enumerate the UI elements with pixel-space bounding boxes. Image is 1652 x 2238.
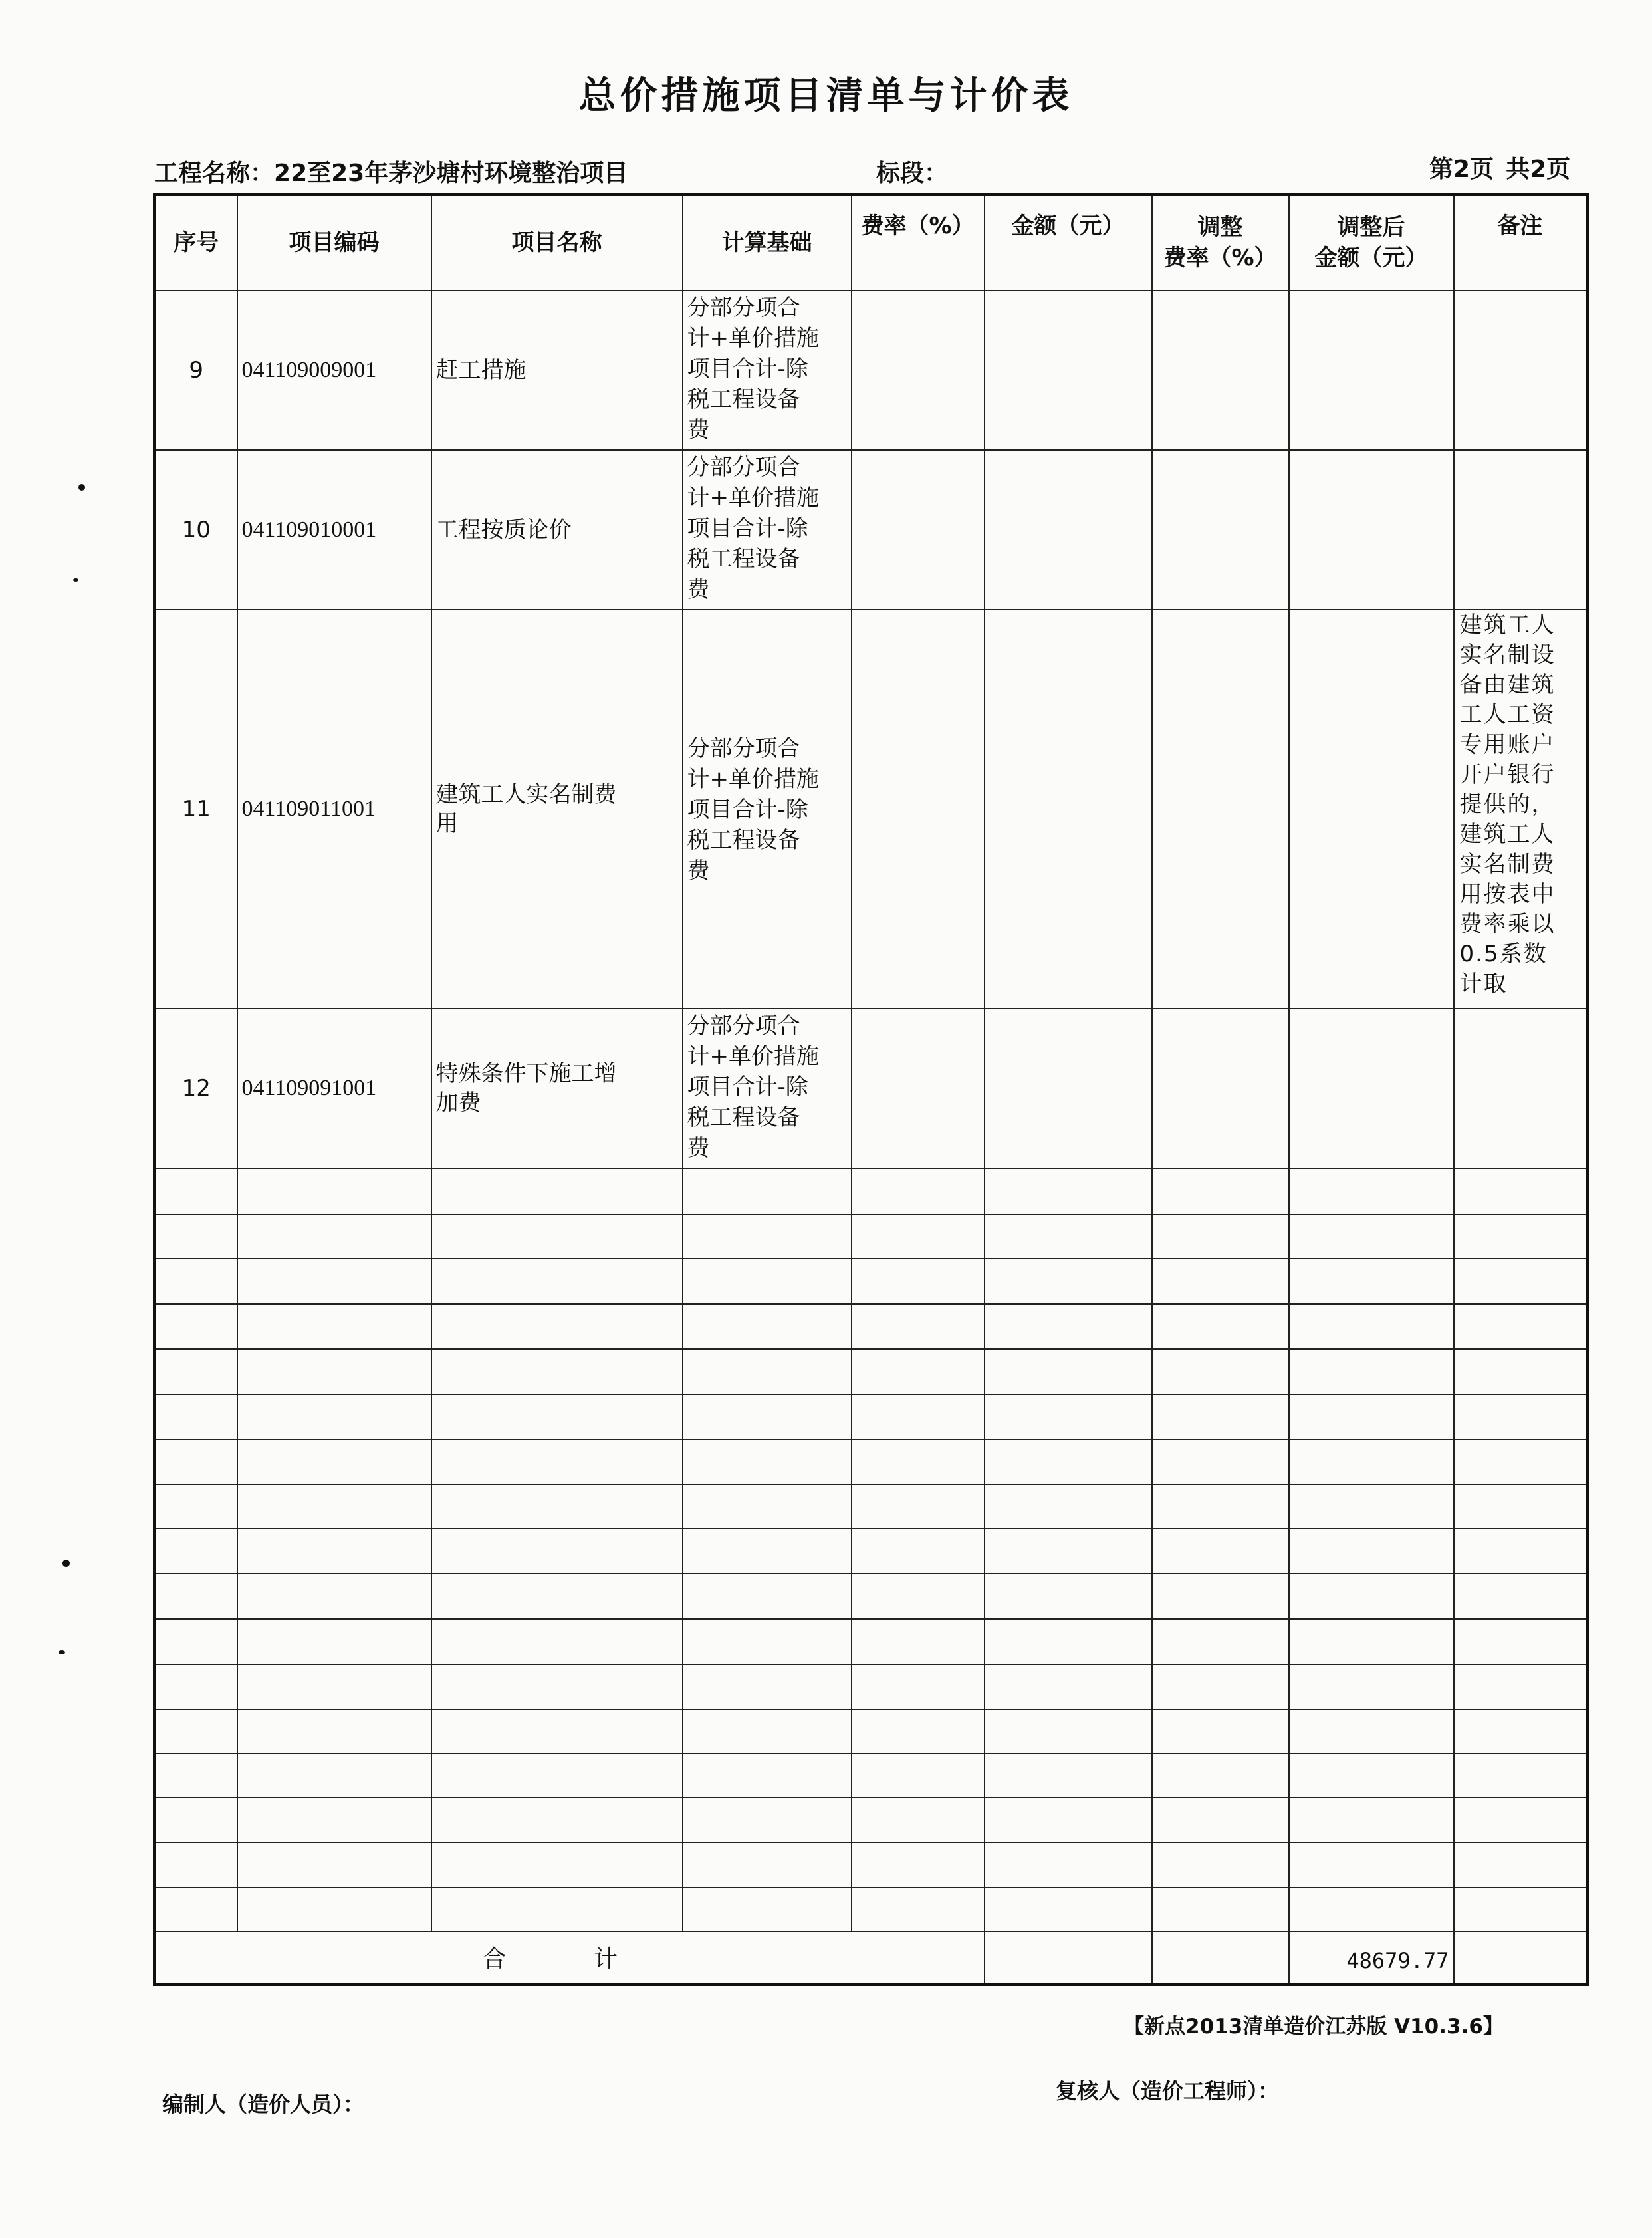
empty-cell xyxy=(985,1215,1152,1259)
empty-cell xyxy=(1289,1168,1454,1215)
page-current: 第2页 xyxy=(1429,156,1494,183)
empty-cell xyxy=(1289,1349,1454,1394)
empty-cell xyxy=(1289,1394,1454,1439)
base-line: 费 xyxy=(687,576,710,603)
empty-cell xyxy=(683,1709,852,1753)
cell-adj-amount xyxy=(1289,1009,1454,1168)
empty-cell xyxy=(852,1485,985,1529)
base-line: 分部分项合 xyxy=(687,735,800,762)
empty-cell xyxy=(852,1753,985,1797)
header-adj-amount xyxy=(1289,195,1454,291)
empty-row xyxy=(155,1619,1588,1664)
scan-speck xyxy=(59,1650,65,1654)
base-line: 项目合计-除 xyxy=(687,796,808,823)
empty-cell xyxy=(985,1394,1152,1439)
name-line: 特殊条件下施工增 xyxy=(435,1060,617,1087)
empty-cell xyxy=(683,1529,852,1574)
empty-cell xyxy=(431,1439,683,1485)
empty-cell xyxy=(431,1753,683,1797)
empty-cell xyxy=(1152,1485,1289,1529)
empty-cell xyxy=(1289,1842,1454,1888)
cell-seq: 12 xyxy=(155,1009,237,1168)
empty-cell xyxy=(683,1664,852,1709)
empty-cell xyxy=(985,1168,1152,1215)
header-adj-rate-line1: 调整 xyxy=(1197,214,1243,241)
empty-cell xyxy=(155,1842,237,1888)
note-line: 提供的， xyxy=(1459,791,1556,818)
empty-cell xyxy=(155,1797,237,1842)
empty-cell xyxy=(985,1709,1152,1753)
empty-cell xyxy=(1152,1168,1289,1215)
cell-adj-rate xyxy=(1152,610,1289,1009)
empty-cell xyxy=(237,1842,431,1888)
empty-cell xyxy=(155,1168,237,1215)
empty-cell xyxy=(985,1619,1152,1664)
empty-cell xyxy=(1289,1574,1454,1619)
header-amount: 金额（元） xyxy=(985,195,1152,291)
empty-cell xyxy=(985,1439,1152,1485)
cell-code: 041109011001 xyxy=(237,610,431,1009)
empty-cell xyxy=(852,1349,985,1394)
empty-cell xyxy=(852,1439,985,1485)
compiler-signature: 编制人（造价人员）： xyxy=(162,2092,365,2117)
note-line: 费率乘以 xyxy=(1459,910,1556,937)
empty-cell xyxy=(155,1753,237,1797)
empty-cell xyxy=(1152,1529,1289,1574)
empty-cell xyxy=(852,1259,985,1304)
project-label: 工程名称： xyxy=(154,160,275,187)
empty-cell xyxy=(431,1574,683,1619)
empty-cell xyxy=(852,1574,985,1619)
note-line: 建筑工人 xyxy=(1459,611,1556,638)
total-note xyxy=(1454,1931,1588,1985)
empty-cell xyxy=(155,1304,237,1349)
empty-row xyxy=(155,1709,1588,1753)
empty-cell xyxy=(985,1529,1152,1574)
empty-cell xyxy=(1454,1394,1588,1439)
base-line: 费 xyxy=(687,416,710,443)
empty-cell xyxy=(237,1619,431,1664)
empty-cell xyxy=(431,1485,683,1529)
cell-name xyxy=(431,610,683,1009)
cell-seq: 9 xyxy=(155,291,237,450)
empty-cell xyxy=(431,1709,683,1753)
base-line: 计+单价措施 xyxy=(687,765,819,793)
empty-cell xyxy=(237,1394,431,1439)
empty-cell xyxy=(985,1304,1152,1349)
empty-row xyxy=(155,1259,1588,1304)
note-line: 实名制费 xyxy=(1459,850,1556,878)
section-info xyxy=(876,154,948,188)
empty-cell xyxy=(1454,1619,1588,1664)
empty-row xyxy=(155,1529,1588,1574)
empty-cell xyxy=(237,1529,431,1574)
empty-cell xyxy=(852,1215,985,1259)
empty-cell xyxy=(852,1797,985,1842)
empty-row xyxy=(155,1842,1588,1888)
empty-cell xyxy=(1152,1349,1289,1394)
empty-cell xyxy=(237,1439,431,1485)
base-line: 计+单价措施 xyxy=(687,1043,819,1070)
note-line: 计取 xyxy=(1459,970,1508,997)
total-row xyxy=(155,1931,1588,1985)
empty-cell xyxy=(852,1619,985,1664)
empty-cell xyxy=(683,1619,852,1664)
project-name xyxy=(154,154,628,188)
base-line: 税工程设备 xyxy=(687,1104,800,1131)
note-line: 0.5系数 xyxy=(1459,940,1548,967)
empty-cell xyxy=(237,1574,431,1619)
empty-cell xyxy=(683,1349,852,1394)
empty-cell xyxy=(1454,1753,1588,1797)
empty-row xyxy=(155,1349,1588,1394)
header-adj-amount-line2: 金额（元） xyxy=(1314,245,1428,272)
empty-cell xyxy=(1289,1215,1454,1259)
scan-speck xyxy=(73,578,78,582)
empty-cell xyxy=(852,1168,985,1215)
empty-cell xyxy=(155,1349,237,1394)
empty-cell xyxy=(431,1664,683,1709)
page-total: 共2页 xyxy=(1506,156,1571,183)
empty-cell xyxy=(1152,1304,1289,1349)
total-amount xyxy=(985,1931,1152,1985)
base-line: 税工程设备 xyxy=(687,826,800,854)
base-line: 分部分项合 xyxy=(687,453,800,481)
empty-cell xyxy=(237,1753,431,1797)
project-value: 22至23年茅沙塘村环境整治项目 xyxy=(274,160,628,187)
empty-cell xyxy=(1454,1215,1588,1259)
page-indicator xyxy=(1429,150,1570,184)
total-adj-amount: 48679.77 xyxy=(1289,1931,1454,1985)
empty-cell xyxy=(1152,1574,1289,1619)
empty-cell xyxy=(1454,1664,1588,1709)
cell-amount xyxy=(985,450,1152,610)
empty-cell xyxy=(683,1753,852,1797)
empty-cell xyxy=(1152,1664,1289,1709)
cell-code: 041109009001 xyxy=(237,291,431,450)
empty-cell xyxy=(1454,1574,1588,1619)
empty-cell xyxy=(237,1215,431,1259)
cell-base xyxy=(683,610,852,1009)
table-header-row xyxy=(155,195,1588,291)
cell-rate xyxy=(852,610,985,1009)
empty-cell xyxy=(431,1842,683,1888)
cell-note xyxy=(1454,1009,1588,1168)
cell-adj-amount xyxy=(1289,450,1454,610)
cell-adj-rate xyxy=(1152,1009,1289,1168)
empty-cell xyxy=(852,1842,985,1888)
empty-cell xyxy=(1152,1215,1289,1259)
header-adj-rate-line2: 费率（%） xyxy=(1163,245,1277,272)
empty-cell xyxy=(1454,1888,1588,1931)
empty-row xyxy=(155,1797,1588,1842)
empty-cell xyxy=(683,1304,852,1349)
empty-cell xyxy=(1289,1619,1454,1664)
empty-row xyxy=(155,1753,1588,1797)
base-line: 费 xyxy=(687,857,710,884)
empty-cell xyxy=(985,1797,1152,1842)
empty-cell xyxy=(985,1842,1152,1888)
empty-cell xyxy=(431,1349,683,1394)
empty-cell xyxy=(1152,1888,1289,1931)
empty-cell xyxy=(1152,1709,1289,1753)
header-name: 项目名称 xyxy=(431,195,683,291)
base-line: 分部分项合 xyxy=(687,1012,800,1039)
cell-seq: 11 xyxy=(155,610,237,1009)
empty-cell xyxy=(683,1797,852,1842)
name-line: 用 xyxy=(435,810,459,837)
empty-cell xyxy=(985,1888,1152,1931)
empty-cell xyxy=(1152,1842,1289,1888)
note-line: 建筑工人 xyxy=(1459,820,1556,848)
cell-amount xyxy=(985,291,1152,450)
cell-note xyxy=(1454,610,1588,1009)
table-row xyxy=(155,291,1588,450)
empty-cell xyxy=(852,1664,985,1709)
empty-cell xyxy=(237,1485,431,1529)
base-line: 分部分项合 xyxy=(687,294,800,321)
empty-cell xyxy=(155,1439,237,1485)
cell-rate xyxy=(852,450,985,610)
note-line: 工人工资 xyxy=(1459,701,1556,728)
cell-code: 041109091001 xyxy=(237,1009,431,1168)
cell-adj-amount xyxy=(1289,291,1454,450)
empty-cell xyxy=(237,1259,431,1304)
header-rate: 费率（%） xyxy=(852,195,985,291)
empty-cell xyxy=(155,1215,237,1259)
empty-cell xyxy=(1289,1304,1454,1349)
empty-cell xyxy=(1289,1259,1454,1304)
empty-row xyxy=(155,1215,1588,1259)
empty-cell xyxy=(1454,1529,1588,1574)
empty-cell xyxy=(1454,1439,1588,1485)
empty-cell xyxy=(683,1439,852,1485)
empty-cell xyxy=(683,1574,852,1619)
total-adj-rate xyxy=(1152,1931,1289,1985)
name-line: 建筑工人实名制费 xyxy=(435,781,617,808)
empty-cell xyxy=(985,1574,1152,1619)
empty-cell xyxy=(1289,1485,1454,1529)
empty-cell xyxy=(683,1168,852,1215)
cell-rate xyxy=(852,1009,985,1168)
table-row xyxy=(155,610,1588,1009)
empty-cell xyxy=(431,1259,683,1304)
empty-cell xyxy=(852,1394,985,1439)
empty-row xyxy=(155,1304,1588,1349)
base-line: 计+单价措施 xyxy=(687,324,819,352)
section-label: 标段： xyxy=(876,160,949,187)
cell-base xyxy=(683,291,852,450)
empty-cell xyxy=(985,1349,1152,1394)
total-label: 合 计 xyxy=(155,1931,985,1985)
empty-cell xyxy=(431,1888,683,1931)
empty-cell xyxy=(431,1304,683,1349)
header-code: 项目编码 xyxy=(237,195,431,291)
empty-cell xyxy=(155,1664,237,1709)
table-row xyxy=(155,1009,1588,1168)
empty-cell xyxy=(1289,1753,1454,1797)
base-line: 税工程设备 xyxy=(687,386,800,413)
empty-cell xyxy=(1454,1797,1588,1842)
empty-cell xyxy=(431,1797,683,1842)
cell-seq: 10 xyxy=(155,450,237,610)
empty-cell xyxy=(1454,1304,1588,1349)
table-row xyxy=(155,450,1588,610)
cell-name: 赶工措施 xyxy=(431,291,683,450)
empty-row xyxy=(155,1439,1588,1485)
cell-name xyxy=(431,1009,683,1168)
note-line: 实名制设 xyxy=(1459,641,1556,668)
header-seq: 序号 xyxy=(155,195,237,291)
empty-cell xyxy=(155,1709,237,1753)
empty-cell xyxy=(237,1797,431,1842)
empty-cell xyxy=(1152,1753,1289,1797)
empty-cell xyxy=(1454,1485,1588,1529)
note-line: 专用账户 xyxy=(1459,731,1556,758)
cell-amount xyxy=(985,1009,1152,1168)
empty-cell xyxy=(155,1259,237,1304)
empty-cell xyxy=(155,1574,237,1619)
empty-cell xyxy=(237,1888,431,1931)
empty-cell xyxy=(431,1529,683,1574)
cell-adj-amount xyxy=(1289,610,1454,1009)
empty-cell xyxy=(1152,1619,1289,1664)
empty-cell xyxy=(1454,1842,1588,1888)
empty-row xyxy=(155,1664,1588,1709)
empty-cell xyxy=(155,1485,237,1529)
page-title: 总价措施项目清单与计价表 xyxy=(578,74,1074,118)
empty-cell xyxy=(431,1619,683,1664)
cell-note xyxy=(1454,450,1588,610)
cell-code: 041109010001 xyxy=(237,450,431,610)
base-line: 计+单价措施 xyxy=(687,484,819,511)
cell-adj-rate xyxy=(1152,291,1289,450)
empty-cell xyxy=(155,1619,237,1664)
base-line: 项目合计-除 xyxy=(687,355,808,382)
empty-cell xyxy=(852,1888,985,1931)
cell-base xyxy=(683,1009,852,1168)
base-line: 项目合计-除 xyxy=(687,1073,808,1100)
cell-name: 工程按质论价 xyxy=(431,450,683,610)
note-line: 用按表中 xyxy=(1459,880,1556,908)
note-line: 开户银行 xyxy=(1459,761,1556,788)
empty-cell xyxy=(1289,1709,1454,1753)
scan-speck xyxy=(78,484,85,491)
empty-cell xyxy=(1289,1664,1454,1709)
empty-row xyxy=(155,1168,1588,1215)
base-line: 项目合计-除 xyxy=(687,515,808,542)
empty-cell xyxy=(683,1215,852,1259)
software-version: 【新点2013清单造价江苏版 V10.3.6】 xyxy=(1123,2015,1504,2039)
measures-table xyxy=(153,193,1589,1986)
empty-cell xyxy=(683,1259,852,1304)
reviewer-signature: 复核人（造价工程师）： xyxy=(1056,2078,1280,2104)
cell-adj-rate xyxy=(1152,450,1289,610)
empty-cell xyxy=(237,1304,431,1349)
empty-cell xyxy=(852,1304,985,1349)
empty-cell xyxy=(155,1888,237,1931)
empty-cell xyxy=(1152,1439,1289,1485)
empty-cell xyxy=(237,1664,431,1709)
empty-cell xyxy=(985,1259,1152,1304)
empty-row xyxy=(155,1485,1588,1529)
empty-cell xyxy=(683,1394,852,1439)
header-adj-amount-line1: 调整后 xyxy=(1337,214,1405,241)
header-base: 计算基础 xyxy=(683,195,852,291)
empty-cell xyxy=(431,1215,683,1259)
empty-cell xyxy=(237,1349,431,1394)
empty-cell xyxy=(683,1485,852,1529)
empty-cell xyxy=(1454,1168,1588,1215)
empty-cell xyxy=(1454,1349,1588,1394)
cell-note xyxy=(1454,291,1588,450)
header-adj-rate xyxy=(1152,195,1289,291)
empty-cell xyxy=(1454,1709,1588,1753)
empty-cell xyxy=(431,1168,683,1215)
empty-row xyxy=(155,1394,1588,1439)
name-line: 加费 xyxy=(435,1089,481,1116)
base-line: 费 xyxy=(687,1134,710,1162)
empty-cell xyxy=(1289,1439,1454,1485)
empty-cell xyxy=(237,1709,431,1753)
empty-cell xyxy=(155,1529,237,1574)
empty-cell xyxy=(1454,1259,1588,1304)
cell-amount xyxy=(985,610,1152,1009)
empty-cell xyxy=(985,1753,1152,1797)
empty-cell xyxy=(985,1485,1152,1529)
empty-cell xyxy=(237,1168,431,1215)
empty-cell xyxy=(1152,1797,1289,1842)
empty-cell xyxy=(852,1709,985,1753)
empty-cell xyxy=(1152,1394,1289,1439)
empty-row xyxy=(155,1574,1588,1619)
empty-cell xyxy=(852,1529,985,1574)
empty-row xyxy=(155,1888,1588,1931)
cell-rate xyxy=(852,291,985,450)
empty-cell xyxy=(1289,1888,1454,1931)
note-line: 备由建筑 xyxy=(1459,671,1556,698)
base-line: 税工程设备 xyxy=(687,545,800,572)
cell-base xyxy=(683,450,852,610)
empty-cell xyxy=(1289,1529,1454,1574)
empty-cell xyxy=(1289,1797,1454,1842)
empty-cell xyxy=(683,1842,852,1888)
scan-speck xyxy=(62,1560,70,1567)
empty-cell xyxy=(683,1888,852,1931)
empty-cell xyxy=(431,1394,683,1439)
empty-cell xyxy=(1152,1259,1289,1304)
empty-cell xyxy=(985,1664,1152,1709)
header-note: 备注 xyxy=(1454,195,1588,291)
empty-cell xyxy=(155,1394,237,1439)
